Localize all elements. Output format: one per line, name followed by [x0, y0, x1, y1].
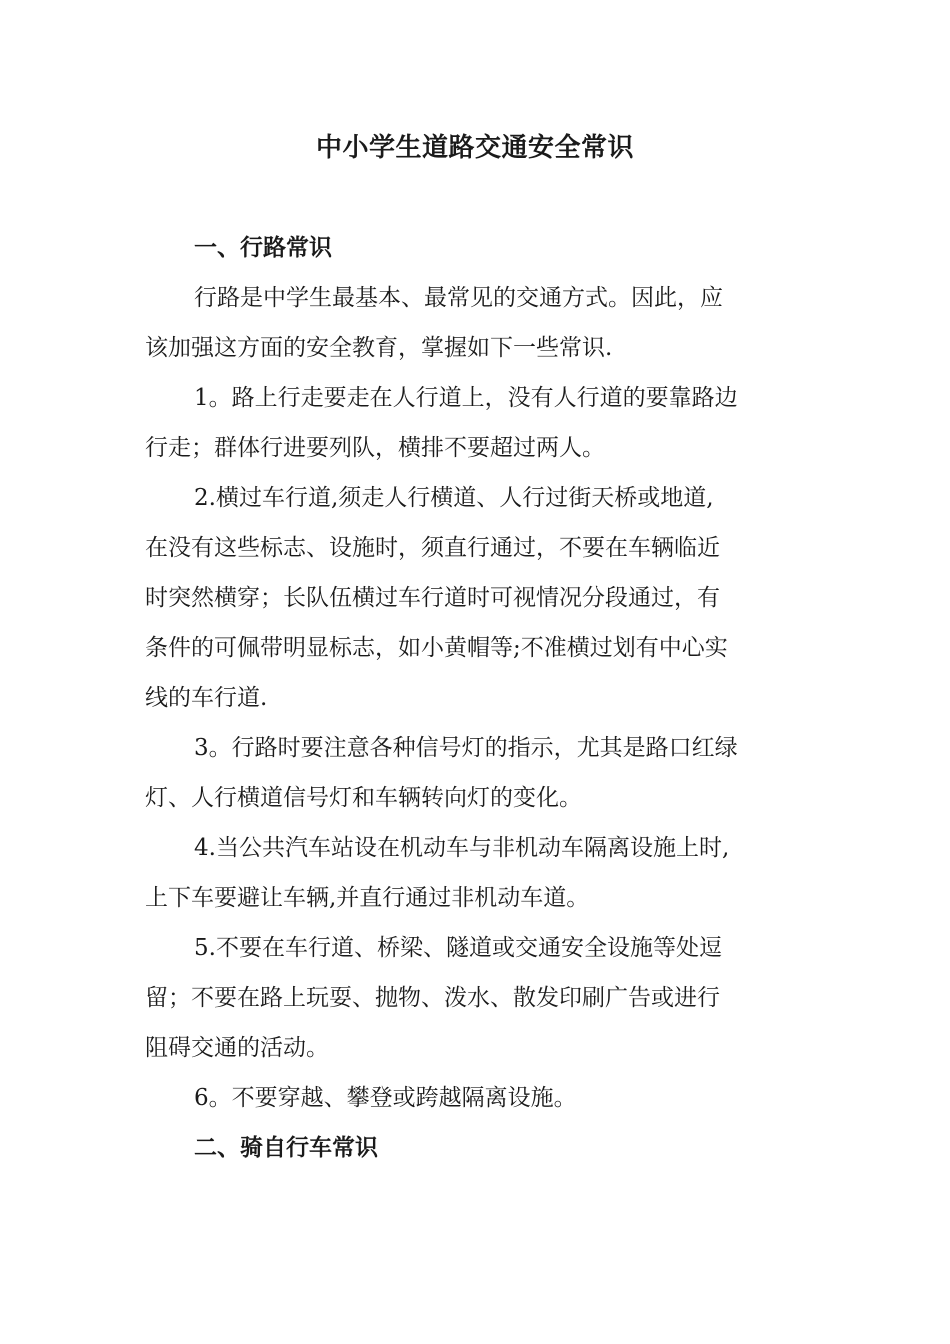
item-2-line-1: 2.横过车行道,须走人行横道、人行过街天桥或地道, [194, 485, 714, 511]
item-3-line-2: 灯、人行横道信号灯和车辆转向灯的变化。 [145, 785, 582, 811]
paragraph-intro-line-1: 行路是中学生最基本、最常见的交通方式。因此，应 [194, 285, 723, 311]
item-5-line-3: 阻碍交通的活动。 [145, 1035, 329, 1061]
document-title: 中小学生道路交通安全常识 [315, 133, 634, 163]
paragraph-intro-line-2: 该加强这方面的安全教育，掌握如下一些常识. [145, 335, 613, 361]
section-heading-walking: 一、行路常识 [194, 234, 332, 261]
item-5-line-2: 留；不要在路上玩耍、抛物、泼水、散发印刷广告或进行 [145, 985, 720, 1011]
item-4-line-1: 4.当公共汽车站设在机动车与非机动车隔离设施上时, [194, 835, 730, 861]
item-4-line-2: 上下车要避让车辆,并直行通过非机动车道。 [145, 885, 590, 911]
item-5-line-1: 5.不要在车行道、桥梁、隧道或交通安全设施等处逗 [194, 935, 722, 961]
item-2-line-5: 线的车行道. [145, 685, 268, 711]
item-2-line-2: 在没有这些标志、设施时，须直行通过，不要在车辆临近 [145, 535, 720, 561]
item-1-line-1: 1。路上行走要走在人行道上，没有人行道的要靠路边 [194, 385, 738, 411]
section-heading-cycling: 二、骑自行车常识 [194, 1134, 378, 1161]
item-2-line-3: 时突然横穿；长队伍横过车行道时可视情况分段通过，有 [145, 585, 720, 611]
item-6-line-1: 6。不要穿越、攀登或跨越隔离设施。 [194, 1085, 577, 1111]
item-3-line-1: 3。行路时要注意各种信号灯的指示，尤其是路口红绿 [194, 735, 738, 761]
item-2-line-4: 条件的可佩带明显标志，如小黄帽等;不准横过划有中心实 [145, 635, 728, 661]
item-1-line-2: 行走；群体行进要列队，横排不要超过两人。 [145, 435, 605, 461]
